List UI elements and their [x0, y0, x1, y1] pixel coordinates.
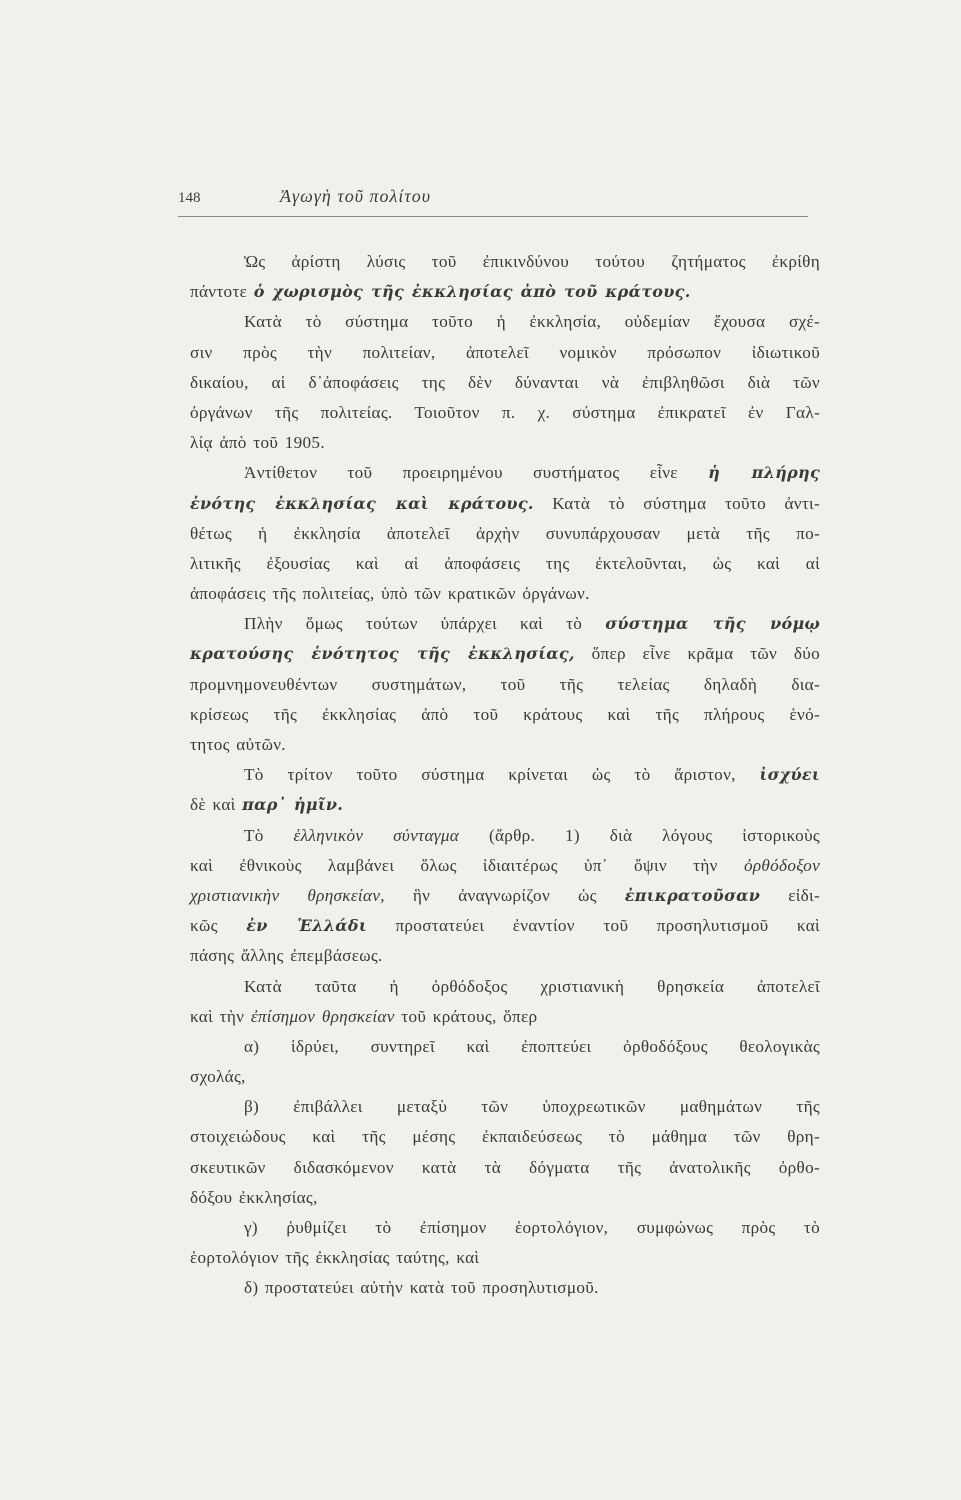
text-line [190, 1243, 820, 1273]
text-span: πάντοτε [190, 282, 248, 302]
text-span: Πλὴν ὅμως τούτων ὑπάρχει καὶ τὸ [244, 614, 583, 634]
text-span: δὲ καὶ [190, 795, 236, 815]
text-span: Κατὰ τὸ σύστημα τοῦτο ἡ ἐκκλησία, οὐδεμίαν ἔχουσα σχέ- [244, 312, 820, 332]
italic-text: ἑλληνικὸν σύνταγμα [293, 825, 460, 845]
text-span: Τὸ τρίτον τοῦτο σύστημα κρίνεται ὡς τὸ ἄριστον, [244, 765, 736, 785]
text-span: ἑορτολόγιον τῆς ἐκκλησίας ταύτης, καὶ [190, 1248, 480, 1268]
text-span: ἀποφάσεις τῆς πολιτείας, ὑπὸ τῶν κρατικῶν ὀργάνων. [190, 584, 590, 604]
text-line [190, 639, 820, 669]
text-line [190, 972, 820, 1002]
italic-text: ὀρθόδοξον [743, 855, 820, 875]
italic-text: χριστιανικὴν θρησκείαν, [190, 885, 385, 905]
text-span: προστατεύει ἐναντίον τοῦ προσηλυτισμοῦ καὶ [395, 916, 820, 936]
text-span: Τὸ [244, 825, 264, 845]
running-title: Ἀγωγὴ τοῦ πολίτου [280, 186, 432, 206]
text-span: προμνημονευθέντων συστημάτων, τοῦ τῆς τελείας δηλαδὴ δια- [190, 674, 820, 694]
text-line [190, 458, 820, 488]
emphasis-text: ἑνότης ἐκκλησίας καὶ κράτους. [190, 493, 534, 513]
list-item-a [190, 1032, 820, 1062]
text-line [190, 609, 820, 639]
text-span: ἣν ἀναγνωρίζον ὡς [412, 885, 597, 905]
text-line [190, 489, 820, 519]
text-line [190, 1002, 820, 1032]
text-span: εἰδι- [788, 885, 820, 905]
text-span: κρίσεως τῆς ἐκκλησίας ἀπὸ τοῦ κράτους καὶ τῆς πλήρους ἑνό- [190, 704, 820, 724]
italic-text: ἐπίσημον θρησκείαν [250, 1006, 395, 1026]
emphasis-text: κρατούσης ἑνότητος τῆς ἐκκλησίας, [190, 644, 575, 664]
text-span: β) ἐπιβάλλει μεταξὺ τῶν ὑποχρεωτικῶν μαθημάτων τῆς [244, 1097, 820, 1117]
text-span: στοιχειώδους καὶ τῆς μέσης ἐκπαιδεύσεως τὸ μάθημα τῶν θρη- [190, 1127, 820, 1147]
text-line [190, 941, 820, 971]
text-span: καὶ ἐθνικοὺς λαμβάνει ὅλως ἰδιαιτέρως ὑπ᾿ ὄψιν τὴν [190, 855, 718, 875]
page-number: 148 [178, 190, 201, 206]
text-span: δ) προστατεύει αὐτὴν κατὰ τοῦ προσηλυτισμοῦ. [244, 1278, 599, 1298]
emphasis-text: σύστημα τῆς νόμῳ [605, 614, 820, 634]
text-line [190, 821, 820, 851]
text-span: γ) ῥυθμίζει τὸ ἐπίσημον ἑορτολόγιον, συμφώνως πρὸς τὸ [244, 1218, 820, 1237]
text-line [190, 277, 820, 307]
text-line [190, 760, 820, 790]
text-span: Κατὰ ταῦτα ἡ ὀρθόδοξος χριστιανικὴ θρησκεία ἀποτελεῖ [244, 976, 820, 996]
text-span: σκευτικῶν διδασκόμενον κατὰ τὰ δόγματα τῆς ἀνατολικῆς ὀρθο- [190, 1157, 820, 1177]
text-span: α) ἱδρύει, συντηρεῖ καὶ ἐποπτεύει ὀρθοδόξους θεολογικὰς [244, 1036, 820, 1056]
text-line [190, 519, 820, 549]
text-line [190, 579, 820, 609]
text-line [190, 307, 820, 337]
text-span: ὅπερ εἶνε κρᾶμα τῶν δύο [591, 644, 820, 664]
text-span: σιν πρὸς τὴν πολιτείαν, ἀποτελεῖ νομικὸν πρόσωπον ἰδιωτικοῦ [190, 342, 820, 362]
text-span: κῶς [190, 916, 218, 936]
text-line [190, 247, 820, 277]
header-rule [178, 216, 808, 217]
page-header [178, 186, 818, 216]
text-line [190, 670, 820, 700]
text-span: δόξου ἐκκλησίας, [190, 1187, 318, 1207]
text-line [190, 881, 820, 911]
text-line [190, 851, 820, 881]
text-line [190, 549, 820, 579]
text-line [190, 428, 820, 458]
body-text [190, 247, 820, 1304]
list-item-b [190, 1092, 820, 1122]
emphasis-text: ἐπικρατοῦσαν [624, 885, 761, 905]
text-line [190, 338, 820, 368]
text-span: τοῦ κράτους, ὅπερ [401, 1006, 538, 1026]
text-span: Ἀντίθετον τοῦ προειρημένου συστήματος εἶνε [244, 463, 678, 483]
text-span: θέτως ἡ ἐκκλησία ἀποτελεῖ ἀρχὴν συνυπάρχουσαν μετὰ τῆς πο- [190, 523, 820, 543]
text-span: Κατὰ τὸ σύστημα τοῦτο ἀντι- [552, 493, 820, 513]
text-line [190, 730, 820, 760]
text-line [190, 1183, 820, 1213]
text-line [190, 700, 820, 730]
text-span: σχολάς, [190, 1067, 246, 1087]
text-span: λιτικῆς ἐξουσίας καὶ αἱ ἀποφάσεις της ἐκτελοῦνται, ὡς καὶ αἱ [190, 553, 820, 573]
emphasis-text: παρ᾿ ἡμῖν. [242, 795, 344, 815]
text-line [190, 1122, 820, 1152]
text-span: δικαίου, αἱ δ᾿ἀποφάσεις της δὲν δύνανται νὰ ἐπιβληθῶσι διὰ τῶν [190, 372, 820, 392]
list-item-c [190, 1213, 820, 1243]
text-line [190, 1062, 820, 1092]
text-span: ὀργάνων τῆς πολιτείας. Τοιοῦτον π. χ. σύστημα ἐπικρατεῖ ἐν Γαλ- [190, 402, 820, 422]
emphasis-text: ἐν Ἑλλάδι [246, 916, 367, 936]
emphasis-text: ὁ χωρισμὸς τῆς ἐκκλησίας ἀπὸ τοῦ κράτους. [253, 282, 691, 302]
text-line [190, 368, 820, 398]
emphasis-text: ἡ πλήρης [708, 463, 820, 483]
text-span: καὶ τὴν [190, 1006, 245, 1026]
text-span: λίᾳ ἀπὸ τοῦ 1905. [190, 433, 325, 453]
text-line [190, 790, 820, 820]
text-line [190, 398, 820, 428]
text-line [190, 911, 820, 941]
emphasis-text: ἰσχύει [759, 765, 820, 785]
text-line [190, 1153, 820, 1183]
text-span: πάσης ἄλλης ἐπεμβάσεως. [190, 946, 383, 966]
list-item-d [190, 1273, 820, 1303]
text-span: Ὡς ἀρίστη λύσις τοῦ ἐπικινδύνου τούτου ζητήματος ἐκρίθη [244, 252, 820, 271]
text-span: τητος αὐτῶν. [190, 735, 286, 754]
text-span: (ἄρθρ. 1) διὰ λόγους ἱστορικοὺς [488, 825, 820, 845]
